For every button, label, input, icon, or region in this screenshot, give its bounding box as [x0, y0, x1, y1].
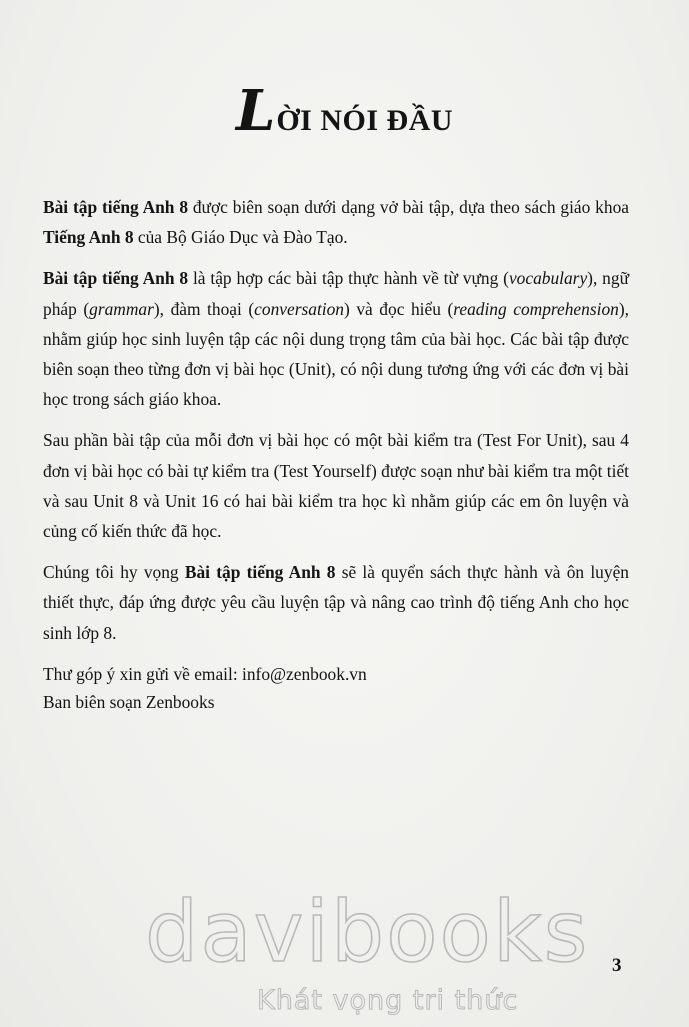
watermark-tagline: Khát vọng tri thức: [257, 985, 519, 1016]
term-conversation: conversation: [254, 298, 345, 319]
page-number: 3: [612, 955, 622, 976]
term-vocabulary: vocabulary: [508, 268, 588, 289]
book-name-bold: Bài tập tiếng Anh 8: [184, 562, 336, 583]
term-grammar: grammar: [89, 298, 154, 319]
book-name-bold: Bài tập tiếng Anh 8: [43, 268, 189, 289]
watermark-brand: davibooks: [145, 883, 590, 981]
paragraph-2: Bài tập tiếng Anh 8 là tập hợp các bài tập thực hành về từ vựng (vocabulary), ngữ pháp (grammar), đàm thoại (conversation) và đọc hiểu (reading comprehension), nhằm giúp học sinh luyện tập các nội dung trọng tâm của bài học. Các bài tập được biên soạn theo từng đơn vị bài học (Unit), có nội dung tương ứng với các đơn vị bài học trong sách giáo khoa.: [43, 268, 629, 410]
paragraph-3: Sau phần bài tập của mỗi đơn vị bài học có một bài kiểm tra (Test For Unit), sau 4 đơn vị bài học có bài tự kiểm tra (Test Yourself) được soạn như bài kiểm tra một tiết và sau Unit 8 và Unit 16 có hai bài kiểm tra học kì nhằm giúp các em ôn luyện và củng cố kiến thức đã học.: [43, 430, 629, 542]
title-decorative-initial: L: [235, 78, 276, 144]
title-text: ỜI NÓI ĐẦU: [276, 104, 454, 137]
preface-body: [43, 192, 629, 700]
page-title: [0, 78, 689, 144]
term-reading-comprehension: reading comprehension: [453, 298, 619, 319]
signature: Ban biên soạn Zenbooks: [43, 692, 215, 712]
contact-email-line: Thư góp ý xin gửi về email: info@zenbook.vn: [43, 663, 367, 684]
book-name-bold: Bài tập tiếng Anh 8: [43, 197, 189, 217]
paragraph-4: Chúng tôi hy vọng Bài tập tiếng Anh 8 sẽ là quyển sách thực hành và ôn luyện thiết thực, đáp ứng được yêu cầu luyện tập và nâng cao trình độ tiếng Anh cho học sinh lớp 8.: [43, 562, 629, 643]
textbook-name-bold: Tiếng Anh 8: [43, 227, 134, 248]
watermark-logo: [145, 883, 590, 1020]
paragraph-1: Bài tập tiếng Anh 8 được biên soạn dưới dạng vở bài tập, dựa theo sách giáo khoa Tiếng Anh 8 của Bộ Giáo Dục và Đào Tạo.: [43, 197, 629, 248]
